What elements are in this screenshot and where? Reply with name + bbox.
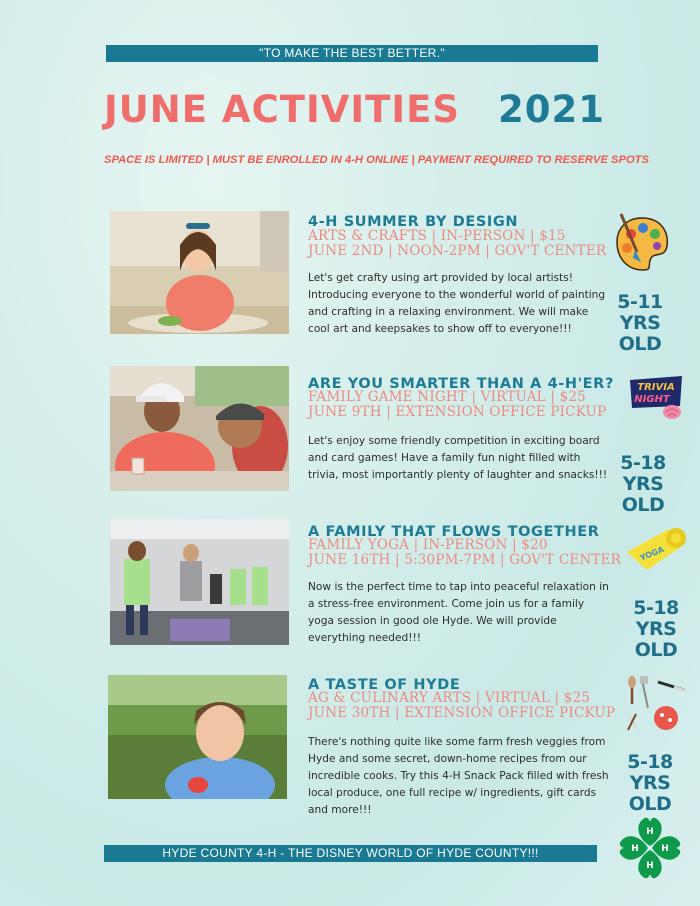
event-2-description: Let's enjoy some friendly competition in exciting board and card games! Have a family fun night filled with trivia, most importantly plenty of laughter and snacks!!! [308,435,608,481]
event-3-age-unit: YRS OLD [634,618,678,661]
svg-text:H: H [661,844,669,854]
event-4-title: A TASTE OF HYDE [308,677,461,693]
event-4-details: AG & CULINARY ARTS | VIRTUAL | $25 [308,690,591,706]
footer-tagline: HYDE COUNTY 4-H - THE DISNEY WORLD OF HYDE COUNTY!!! [162,846,539,860]
event-2-photo [110,366,289,491]
event-1-age-range: 5-11 [617,291,663,313]
event-4-description: There's nothing quite like some farm fresh veggies from Hyde and some secret, down-home recipes from our incredible cooks. Try this 4-H Snack Pack filled with fresh local produce, one full recipe w/ ingredients, gift cards and more!!! [308,736,609,816]
event-3-description: Now is the perfect time to tap into peaceful relaxation in a stress-free environment. Come join us for a family yoga session in good ole Hyde. We will provide everything needed!!! [308,581,609,644]
event-2-details: FAMILY GAME NIGHT | VIRTUAL | $25 [308,389,586,405]
paint-palette-icon [613,212,671,274]
svg-text:H: H [646,827,654,837]
event-1-age-unit: YRS OLD [618,312,662,355]
motto-banner [106,45,598,62]
event-4-age-unit: YRS OLD [628,772,672,815]
motto-text: "TO MAKE THE BEST BETTER." [259,46,445,60]
event-2-title: ARE YOU SMARTER THAN A 4-H'ER? [308,376,614,392]
event-1-description: Let's get crafty using art provided by local artists! Introducing everyone to the wonderful world of painting and crafting in a relaxing environment. We will make cool art and keepsakes to show off to everyone!!! [308,272,606,335]
footer-banner [104,845,597,862]
night-icon-text: NIGHT [634,394,670,405]
event-2-age [603,453,683,516]
event-4-age [610,752,690,815]
4h-clover-logo [612,810,688,886]
event-4-age-range: 5-18 [627,751,673,773]
yoga-icon-text: YOGA [638,544,666,563]
event-3-age-range: 5-18 [633,597,679,619]
svg-text:H: H [646,861,654,871]
event-3-age [616,598,696,661]
event-2-age-unit: YRS OLD [621,473,665,516]
trivia-night-icon [628,376,684,422]
event-1-title: 4-H SUMMER BY DESIGN [308,214,519,230]
event-3-photo [110,519,289,645]
event-2-schedule: JUNE 9TH | EXTENSION OFFICE PICKUP [308,404,607,420]
yoga-mat-icon [623,524,689,576]
enrollment-notice: SPACE IS LIMITED | MUST BE ENROLLED IN 4-H ONLINE | PAYMENT REQUIRED TO RESERVE SPOTS [104,154,649,166]
event-1-schedule: JUNE 2ND | NOON-2PM | GOV'T CENTER [308,243,607,259]
event-1-age [600,292,680,355]
event-4-schedule: JUNE 30TH | EXTENSION OFFICE PICKUP [308,705,616,721]
event-2-age-range: 5-18 [620,452,666,474]
event-3-details: FAMILY YOGA | IN-PERSON | $20 [308,537,548,553]
event-3-schedule: JUNE 16TH | 5:30PM-7PM | GOV'T CENTER [308,552,622,568]
event-1-photo [110,211,289,334]
event-3-title: A FAMILY THAT FLOWS TOGETHER [308,524,600,540]
page-year: 2021 [498,88,605,131]
trivia-icon-text: TRIVIA [637,382,675,393]
event-4-photo [108,675,287,799]
svg-text:H: H [631,844,639,854]
event-1-details: ARTS & CRAFTS | IN-PERSON | $15 [308,228,566,244]
page-title: JUNE ACTIVITIES [104,88,461,131]
cooking-utensils-icon [622,674,690,734]
